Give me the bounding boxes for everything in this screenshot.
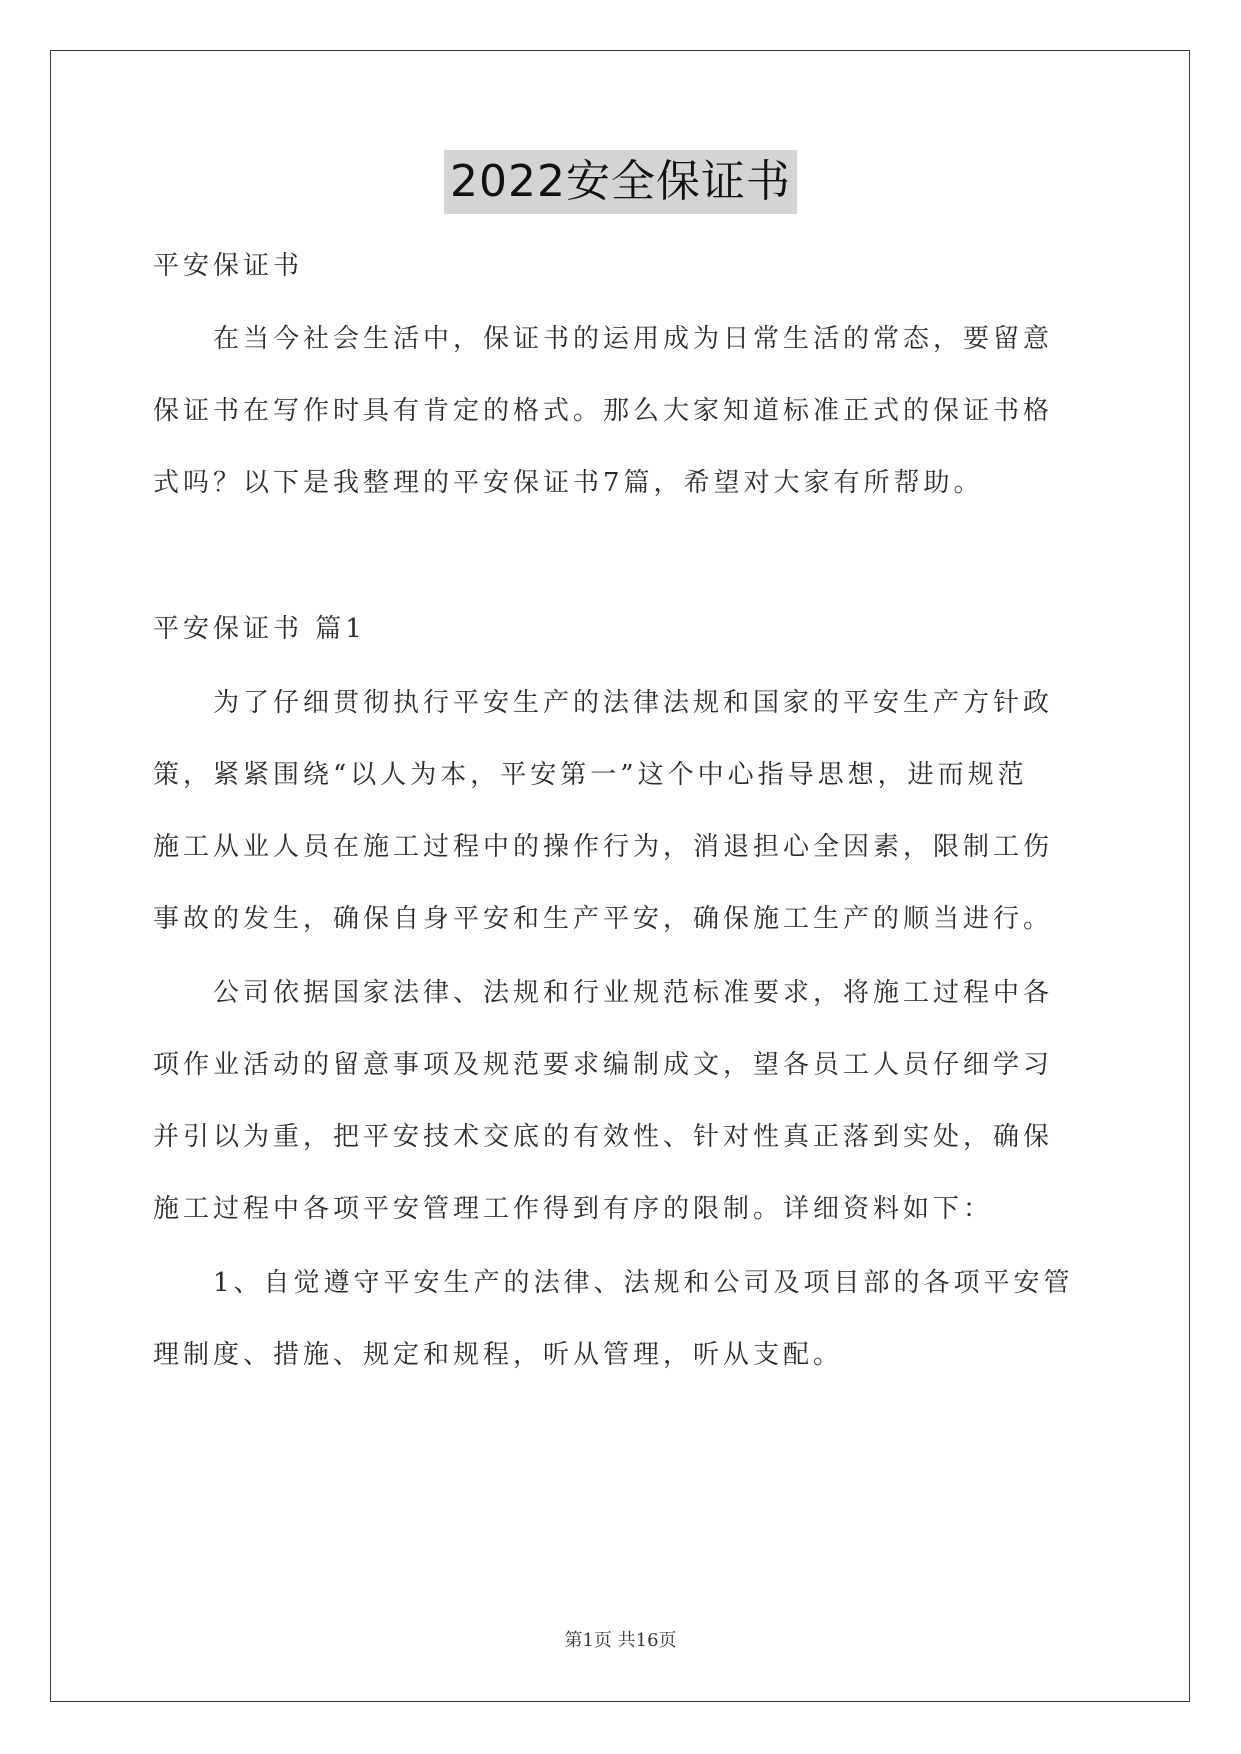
document-title[interactable]: 2022安全保证书: [444, 150, 797, 214]
page-border: [50, 50, 1190, 1702]
para2-line-2: 项作业活动的留意事项及规范要求编制成文，望各员工人员仔细学习: [153, 1050, 1054, 1080]
para2-line-3: 并引以为重，把平安技术交底的有效性、针对性真正落到实处，确保: [153, 1122, 1054, 1152]
page-footer: 第1页 共16页: [564, 1630, 677, 1651]
para2-line-1: 公司依据国家法律、法规和行业规范标准要求，将施工过程中各: [213, 978, 1054, 1008]
para3-line-2: 理制度、措施、规定和规程，听从管理，听从支配。: [153, 1340, 844, 1370]
para3-line-1: 1、自觉遵守平安生产的法律、法规和公司及项目部的各项平安管: [213, 1268, 1074, 1298]
subtitle-text: 平安保证书: [153, 251, 304, 281]
para1-line-1: 为了仔细贯彻执行平安生产的法律法规和国家的平安生产方针政: [213, 688, 1054, 718]
para1-line-3: 施工从业人员在施工过程中的操作行为，消退担心全因素，限制工伤: [153, 832, 1054, 862]
title-container: [0, 150, 1241, 214]
intro-line-3: 式吗？以下是我整理的平安保证书7篇，希望对大家有所帮助。: [153, 468, 984, 498]
intro-line-2: 保证书在写作时具有肯定的格式。那么大家知道标准正式的保证书格: [153, 396, 1054, 426]
intro-line-1: 在当今社会生活中，保证书的运用成为日常生活的常态，要留意: [213, 324, 1054, 354]
para1-line-4: 事故的发生，确保自身平安和生产平安，确保施工生产的顺当进行。: [153, 904, 1054, 934]
para2-line-4: 施工过程中各项平安管理工作得到有序的限制。详细资料如下：: [153, 1194, 994, 1224]
para1-line-2: 策，紧紧围绕“以人为本，平安第一”这个中心指导思想，进而规范: [153, 760, 1028, 790]
section-heading-text: 平安保证书 篇1: [153, 614, 366, 644]
